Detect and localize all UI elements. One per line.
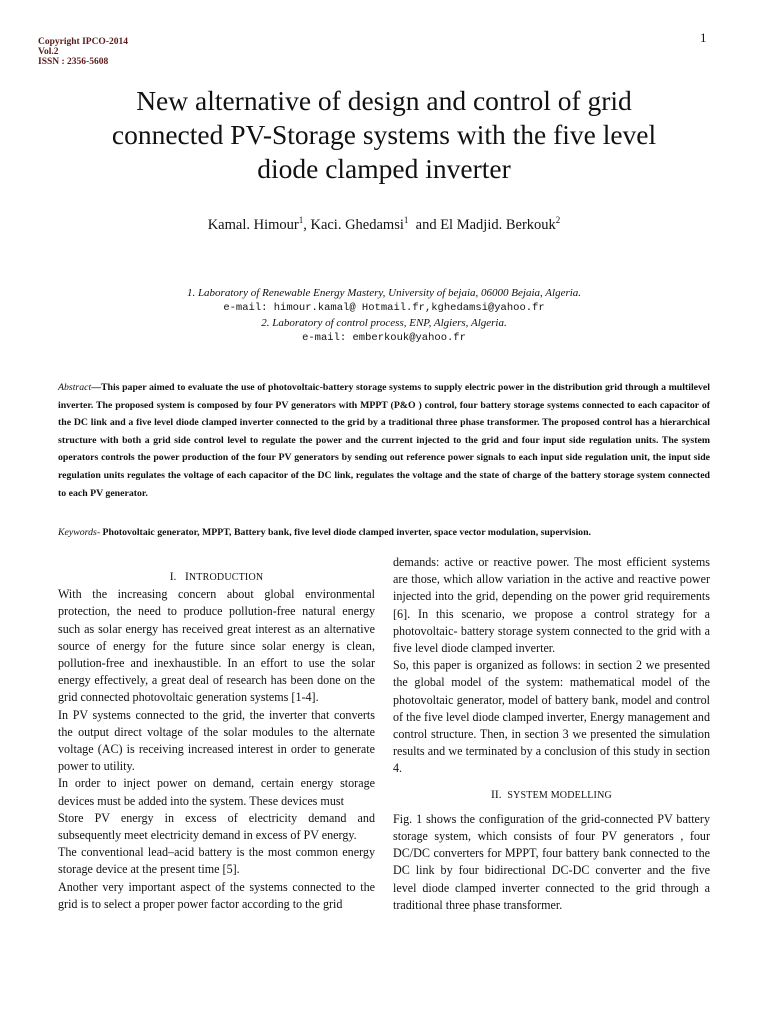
keywords xyxy=(58,527,710,538)
section-2-heading xyxy=(393,787,710,804)
paragraph: demands: active or reactive power. The most efficient systems are those, which allow variation in the active and reactive power injected into the grid, depending on the power grid requirements [6]. In this scenario, we propose a control strategy for a photovoltaic- battery storage system connected to the grid with a five level diode clamped inverter. xyxy=(393,555,710,656)
abstract xyxy=(58,379,710,502)
title-line-1: New alternative of design and control of grid xyxy=(136,85,632,116)
abstract-dash: — xyxy=(91,382,101,393)
left-column xyxy=(58,569,375,913)
issn-line: ISSN : 2356-5608 xyxy=(38,57,109,67)
section-1-title-rest: NTRODUCTION xyxy=(188,572,264,583)
section-1-number: I. xyxy=(169,571,177,583)
author-3: El Madjid. Berkouk xyxy=(440,216,556,233)
page-number: 1 xyxy=(700,30,707,45)
title-line-3: diode clamped inverter xyxy=(257,153,511,184)
paragraph: Fig. 1 shows the configuration of the grid-connected PV battery storage system, which consists of four PV generators , four DC/DC converters for MPPT, four battery bank connected to the DC link by four bidirectional DC-DC converter and the five level diode clamped inverter connected to the grid through a traditional three phase transformer. xyxy=(393,811,710,912)
paragraph: In PV systems connected to the grid, the inverter that converts the output direct voltage of the solar modules to the alternate voltage (AC) is receiving increased interest in order to generate power to utility. xyxy=(58,707,375,774)
abstract-text: This paper aimed to evaluate the use of photovoltaic-battery storage systems to supply electric power in the distribution grid through a multilevel inverter. The proposed system is composed by four PV generators with MPPT (P&O ) control, four battery storage systems connected to each capacitor of the DC link and a five level diode clamped inverter connected to the grid by a traditional three phase transformer. The proposed control has a hierarchical structure with both a grid side control level to regulate the power and the current injected to the grid and four input side regulation units. The system operators controls the power production of the four PV generators by sending out reference power signals to each input side regulation unit, the input side regulation units regulates the voltage of each capacitor of the DC link, regulates the voltage and the state of charge of the battery storage system connected to each PV generator. xyxy=(58,382,710,499)
author-3-affil: 2 xyxy=(555,215,561,225)
paragraph: With the increasing concern about global environmental protection, the need to produce pollution-free natural energy such as solar energy has received great interest as an alternative source of energy for the future since solar energy is clean, pollution-free and inexhaustible. In an effort to use the solar energy effectively, a great deal of research has been done on the grid connected photovoltaic generation systems [1-4]. xyxy=(58,587,375,705)
section-1-heading xyxy=(58,569,375,586)
affiliation-1: 1. Laboratory of Renewable Energy Mastery, University of bejaia, 06000 Bejaia, Algeria. xyxy=(186,287,582,299)
volume-line: Vol.2 xyxy=(38,47,59,57)
author-1: Kamal. Himour xyxy=(207,216,299,233)
affiliation-2: 2. Laboratory of control process, ENP, Algiers, Algeria. xyxy=(261,317,507,329)
author-separator: and xyxy=(408,216,441,233)
right-column xyxy=(393,554,710,914)
paper-title xyxy=(60,84,708,186)
paragraph: The conventional lead–acid battery is the most common energy storage device at the present time [5]. xyxy=(58,845,375,877)
keywords-label: Keywords- xyxy=(58,527,101,538)
author-list xyxy=(60,215,708,234)
copyright-line: Copyright IPCO-2014 xyxy=(38,37,128,47)
title-line-2: connected PV-Storage systems with the five level xyxy=(111,119,657,150)
email-2: e-mail: emberkouk@yahoo.fr xyxy=(302,332,466,344)
affiliations xyxy=(60,286,708,346)
email-1: e-mail: himour.kamal@ Hotmail.fr,kghedamsi@yahoo.fr xyxy=(223,302,545,314)
paragraph: In order to inject power on demand, certain energy storage devices must be added into the system. These devices must xyxy=(58,776,375,808)
author-2-affil: 1 xyxy=(403,215,409,225)
keywords-text: Photovoltaic generator, MPPT, Battery bank, five level diode clamped inverter, space vector modulation, supervision. xyxy=(100,527,591,538)
author-separator: , xyxy=(303,216,311,233)
paragraph: Store PV energy in excess of electricity demand and subsequently meet electricity demand in excess of PV energy. xyxy=(58,810,375,843)
abstract-label: Abstract xyxy=(58,382,92,393)
copyright-block xyxy=(38,37,128,67)
section-2-number: II. xyxy=(491,788,502,801)
author-2: Kaci. Ghedamsi xyxy=(310,216,404,233)
paragraph: So, this paper is organized as follows: in section 2 we presented the global model of the system: mathematical model of the photovoltaic generator, model of battery bank, model and control of the five level diode clamped inverter, Energy management and control structure. Then, in section 3 we presented the simulation results and we terminated by a conclusion of this study in section 4. xyxy=(393,658,710,776)
paragraph: Another very important aspect of the systems connected to the grid is to select a proper power factor according to the grid xyxy=(58,879,375,911)
section-1-title-initial: I xyxy=(185,571,189,583)
section-2-title: SYSTEM MODELLING xyxy=(507,789,612,801)
author-1-affil: 1 xyxy=(298,215,304,225)
